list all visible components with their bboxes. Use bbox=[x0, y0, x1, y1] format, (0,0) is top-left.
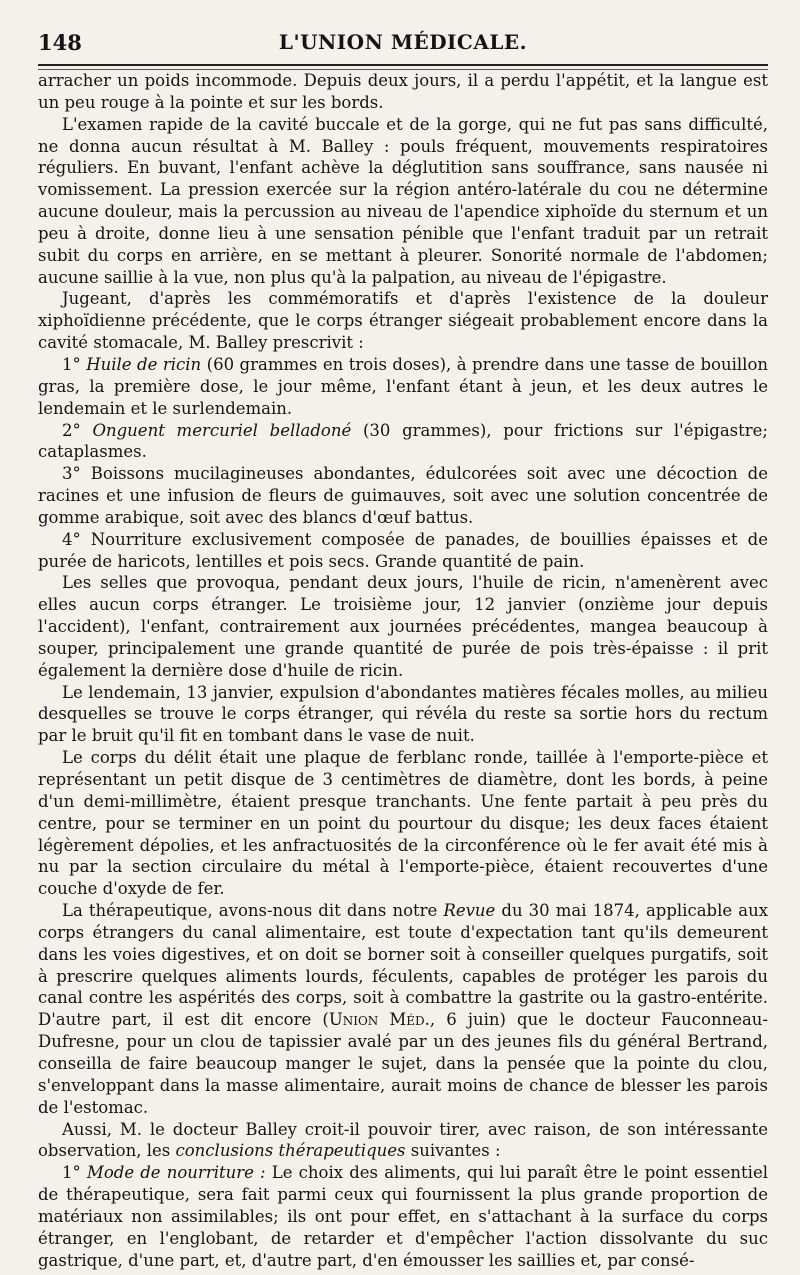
paragraph-corps-delit bbox=[38, 747, 768, 900]
item-4-text: 4° Nourriture exclusivement composée de panades, de bouillies épaisses et de purée de haricots, lentilles et pois secs. Grande quantité de pain. bbox=[38, 529, 768, 571]
conclusion-1-text: Le choix des aliments, qui lui paraît être le point essentiel de thérapeutique, sera fait parmi ceux qui fournissent la plus grande proportion de matériaux non assimilables; ils ont pour effet, en s'attachant à la surface du corps étranger, en l'englobant, de retarder et d'empêcher l'action dissolvante du suc gastrique, d'une part, et, d'autre part, d'en émousser les saillies et, par consé- bbox=[38, 1163, 768, 1270]
paragraph-3-text: Jugeant, d'après les commémoratifs et d'après l'existence de la douleur xiphoïdienne précédente, que le corps étranger siégeait probablement encore dans la cavité stomacale, M. Balley prescrivit : bbox=[38, 289, 768, 353]
prescription-item-2 bbox=[38, 420, 768, 464]
running-title: L'UNION MÉDICALE. bbox=[278, 30, 528, 54]
conclusion-item-1 bbox=[38, 1162, 768, 1271]
item-1-text: (60 grammes en trois doses), à prendre dans une tasse de bouillon gras, la première dose, le jour même, l'enfant étant à jeun, et les deux autres le lendemain et le surlendemain. bbox=[38, 354, 769, 418]
paragraph-3 bbox=[38, 288, 768, 354]
conclusions-italic: conclusions thérapeutiques bbox=[175, 1141, 406, 1161]
article-body bbox=[38, 70, 768, 1271]
paragraph-selles bbox=[38, 572, 768, 681]
item-2-text: (30 grammes), pour frictions sur l'épigastre; cataplasmes. bbox=[38, 420, 768, 462]
paragraph-corps-delit-text: Le corps du délit était une plaque de ferblanc ronde, taillée à l'emporte-pièce et représentant un petit disque de 3 centimètres de diamètre, dont les bords, à peine d'un demi-millimètre, étaient presque tranchants. Une fente partait à peu près du centre, pour se terminer en un point du pourtour du disque; les deux faces étaient légèrement dépolies, et les anfractuosités de la circonférence où le fer avait été mis à nu par la section circulaire du métal à l'emporte-pièce, étaient recouvertes d'une couche d'oxyde de fer. bbox=[38, 748, 768, 899]
conclusions-text-1: Aussi, M. le docteur Balley croit-il pouvoir tirer, avec raison, de son intéressante observation, les bbox=[38, 1119, 768, 1161]
item-1-number: 1° bbox=[62, 354, 87, 374]
paragraph-1 bbox=[38, 70, 768, 114]
paragraph-selles-text: Les selles que provoqua, pendant deux jours, l'huile de ricin, n'amenèrent avec elles aucun corps étranger. Le troisième jour, 12 janvier (onzième jour depuis l'accident), l'enfant, contrairement aux journées précédentes, mangea beaucoup à souper, principalement une grande quantité de purée de pois très-épaisse : il prit également la dernière dose d'huile de ricin. bbox=[38, 573, 768, 680]
paragraph-2-text: L'examen rapide de la cavité buccale et de la gorge, qui ne fut pas sans difficulté, ne donna aucun résultat à M. Balley : pouls fréquent, mouvements respiratoires réguliers. En buvant, l'enfant achève la déglutition sans souffrance, sans nausée ni vomissement. La pression exercée sur la région antéro-latérale du cou ne détermine aucune douleur, mais la percussion au niveau de l'apendice xiphoïde du sternum et un peu à droite, donne lieu à une sensation pénible que l'enfant traduit par un retrait subit du corps en arrière, en se mettant à pleurer. Sonorité normale de l'abdomen; aucune saillie à la vue, non plus qu'à la palpation, au niveau de l'épigastre. bbox=[38, 114, 768, 287]
paragraph-conclusions bbox=[38, 1119, 768, 1163]
prescription-item-4 bbox=[38, 529, 768, 573]
paragraph-therapeutique bbox=[38, 900, 768, 1118]
paragraph-lendemain-text: Le lendemain, 13 janvier, expulsion d'abondantes matières fécales molles, au milieu desquelles se trouve le corps étranger, qui révéla du reste sa sortie hors du rectum par le bruit qu'il fit en tombant dans le vase de nuit. bbox=[38, 682, 768, 746]
conclusions-text-2: suivantes : bbox=[405, 1141, 501, 1161]
therapeutique-text-2: du 30 mai 1874, applicable aux corps étrangers du canal alimentaire, est toute d'expectation tant qu'ils demeurent dans les voies digestives, et on doit se borner soit à conseiller quelques purgatifs, soit à prescrire quelques aliments lourds, féculents, capables de protéger les parois du canal contre les aspérités des corps, soit à combattre la gastrite ou la gastro-entérite. D'autre part, il est dit encore ( bbox=[38, 901, 769, 1030]
union-med-smallcaps: Union Méd. bbox=[328, 1010, 430, 1030]
paragraph-1-text: arracher un poids incommode. Depuis deux jours, il a perdu l'appétit, et la langue est un peu rouge à la pointe et sur les bords. bbox=[38, 71, 768, 112]
paragraph-lendemain bbox=[38, 682, 768, 748]
conclusion-1-italic: Mode de nourriture : bbox=[86, 1163, 266, 1183]
page-header bbox=[38, 26, 768, 62]
page-number: 148 bbox=[38, 30, 82, 55]
prescription-item-1 bbox=[38, 354, 768, 420]
prescription-item-3 bbox=[38, 463, 768, 529]
therapeutique-text-1: La thérapeutique, avons-nous dit dans notre bbox=[62, 901, 444, 921]
therapeutique-text-3: , 6 juin) que le docteur Fauconneau-Dufresne, pour un clou de tapissier avalé par un des jeunes fils du général Bertrand, conseilla de faire beaucoup manger le sujet, dans la pensée que la pointe du clou, s'enveloppant dans la masse alimentaire, aurait moins de chance de blesser les parois de l'estomac. bbox=[38, 1010, 769, 1117]
item-2-number: 2° bbox=[62, 420, 93, 440]
revue-italic: Revue bbox=[443, 901, 496, 921]
item-3-text: 3° Boissons mucilagineuses abondantes, édulcorées soit avec une décoction de racines et une infusion de fleurs de guimauves, soit avec une solution concentrée de gomme arabique, soit avec des blancs d'œuf battus. bbox=[38, 464, 768, 527]
item-1-italic: Huile de ricin bbox=[86, 354, 202, 374]
item-2-italic: Onguent mercuriel belladoné bbox=[92, 420, 352, 440]
conclusion-1-number: 1° bbox=[62, 1163, 87, 1183]
paragraph-2 bbox=[38, 114, 768, 289]
